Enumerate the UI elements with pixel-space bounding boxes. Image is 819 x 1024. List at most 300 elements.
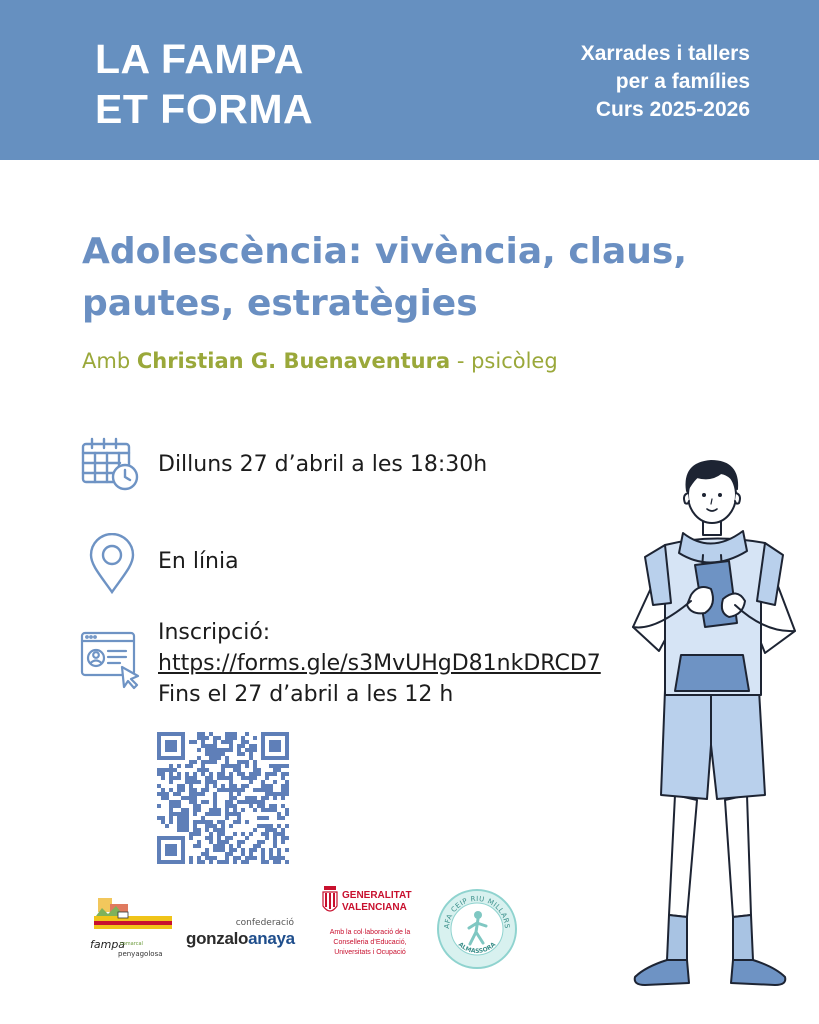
qr-module xyxy=(213,740,217,744)
qr-module xyxy=(157,848,161,852)
qr-module xyxy=(249,780,253,784)
qr-module xyxy=(169,820,173,824)
qr-module xyxy=(281,796,285,800)
qr-module xyxy=(197,856,201,860)
qr-module xyxy=(285,736,289,740)
qr-module xyxy=(277,816,281,820)
qr-module xyxy=(165,732,169,736)
event-date: Dilluns 27 d’abril a les 18:30h xyxy=(158,452,488,477)
qr-module xyxy=(189,776,193,780)
gonzalo-word: gonzalo xyxy=(186,929,249,948)
qr-module xyxy=(265,784,269,788)
qr-module xyxy=(173,732,177,736)
qr-module xyxy=(217,752,221,756)
qr-module xyxy=(169,776,173,780)
qr-module xyxy=(157,736,161,740)
afa-top-text: AFA CEIP RIU MILLARS xyxy=(442,894,512,930)
qr-module xyxy=(277,792,281,796)
qr-module xyxy=(261,824,265,828)
qr-module xyxy=(161,836,165,840)
qr-module xyxy=(237,768,241,772)
qr-module xyxy=(209,832,213,836)
header-banner xyxy=(0,0,819,160)
qr-module xyxy=(229,780,233,784)
qr-module xyxy=(237,856,241,860)
qr-module xyxy=(229,772,233,776)
qr-module xyxy=(273,772,277,776)
qr-module xyxy=(209,808,213,812)
teen-illustration xyxy=(625,455,805,995)
qr-module xyxy=(261,748,265,752)
qr-module xyxy=(213,744,217,748)
qr-module xyxy=(197,756,201,760)
qr-module xyxy=(217,788,221,792)
qr-module xyxy=(217,820,221,824)
qr-module xyxy=(165,836,169,840)
qr-module xyxy=(213,804,217,808)
qr-module xyxy=(193,740,197,744)
qr-module xyxy=(181,824,185,828)
qr-module xyxy=(261,796,265,800)
qr-module xyxy=(241,784,245,788)
qr-module xyxy=(261,832,265,836)
qr-module xyxy=(245,740,249,744)
gonzalo-top: confederació xyxy=(235,918,294,928)
qr-module xyxy=(165,792,169,796)
qr-module xyxy=(189,784,193,788)
qr-module xyxy=(249,852,253,856)
speaker-name: Christian G. Buenaventura xyxy=(136,349,451,373)
qr-module xyxy=(177,776,181,780)
qr-module xyxy=(273,856,277,860)
qr-module xyxy=(205,788,209,792)
gv-collab-1: Amb la col·laboració de la xyxy=(329,929,411,936)
qr-module xyxy=(201,760,205,764)
qr-module xyxy=(157,732,161,736)
qr-module xyxy=(189,740,193,744)
qr-module xyxy=(257,840,261,844)
qr-module xyxy=(197,804,201,808)
qr-module xyxy=(269,852,273,856)
qr-module xyxy=(193,824,197,828)
qr-module xyxy=(173,860,177,864)
qr-module xyxy=(217,772,221,776)
speaker-role: - psicòleg xyxy=(450,349,558,373)
qr-module xyxy=(209,748,213,752)
qr-module xyxy=(269,756,273,760)
qr-module xyxy=(185,796,189,800)
qr-module xyxy=(229,748,233,752)
brand-title xyxy=(95,34,313,134)
qr-module xyxy=(205,760,209,764)
qr-module xyxy=(181,740,185,744)
qr-module xyxy=(237,764,241,768)
qr-module xyxy=(161,756,165,760)
qr-module xyxy=(265,732,269,736)
tagline-line-3: Curs 2025-2026 xyxy=(595,98,750,121)
qr-module xyxy=(173,748,177,752)
qr-module xyxy=(273,792,277,796)
qr-module xyxy=(173,776,177,780)
qr-module xyxy=(165,824,169,828)
qr-module xyxy=(181,736,185,740)
qr-module xyxy=(205,752,209,756)
qr-module xyxy=(185,812,189,816)
qr-module xyxy=(169,816,173,820)
qr-module xyxy=(253,772,257,776)
qr-module xyxy=(157,844,161,848)
qr-module xyxy=(205,812,209,816)
qr-module xyxy=(269,732,273,736)
qr-module xyxy=(217,848,221,852)
qr-module xyxy=(285,732,289,736)
qr-module xyxy=(245,856,249,860)
qr-module xyxy=(257,800,261,804)
qr-module xyxy=(261,804,265,808)
qr-module xyxy=(185,780,189,784)
qr-module xyxy=(213,784,217,788)
qr-module xyxy=(177,860,181,864)
qr-module xyxy=(225,840,229,844)
qr-module xyxy=(281,788,285,792)
qr-module xyxy=(201,772,205,776)
qr-module xyxy=(229,732,233,736)
qr-module xyxy=(269,856,273,860)
qr-module xyxy=(277,812,281,816)
gv-line-2: VALENCIANA xyxy=(342,902,407,913)
qr-module xyxy=(185,772,189,776)
qr-module xyxy=(213,760,217,764)
qr-module xyxy=(161,792,165,796)
qr-module xyxy=(249,776,253,780)
qr-module xyxy=(169,764,173,768)
qr-module xyxy=(229,800,233,804)
qr-module xyxy=(225,732,229,736)
qr-module xyxy=(201,800,205,804)
qr-module xyxy=(217,756,221,760)
qr-module xyxy=(273,828,277,832)
qr-module xyxy=(169,732,173,736)
qr-module xyxy=(169,788,173,792)
qr-module xyxy=(213,824,217,828)
qr-module xyxy=(169,800,173,804)
qr-module xyxy=(253,796,257,800)
qr-module xyxy=(161,860,165,864)
qr-module xyxy=(261,800,265,804)
qr-module xyxy=(157,792,161,796)
qr-module xyxy=(241,832,245,836)
qr-module xyxy=(213,800,217,804)
qr-module xyxy=(277,732,281,736)
qr-module xyxy=(253,808,257,812)
qr-module xyxy=(245,732,249,736)
qr-module xyxy=(253,760,257,764)
qr-module xyxy=(233,736,237,740)
qr-module xyxy=(205,780,209,784)
qr-module xyxy=(257,824,261,828)
qr-module xyxy=(193,812,197,816)
qr-module xyxy=(161,732,165,736)
qr-module xyxy=(181,836,185,840)
qr-module xyxy=(277,860,281,864)
qr-module xyxy=(213,812,217,816)
qr-module xyxy=(273,748,277,752)
qr-module xyxy=(273,780,277,784)
fampa-tiny: comarcal xyxy=(120,941,143,947)
qr-module xyxy=(237,840,241,844)
qr-module xyxy=(261,840,265,844)
qr-module xyxy=(213,796,217,800)
qr-module xyxy=(221,740,225,744)
qr-module xyxy=(181,820,185,824)
qr-module xyxy=(201,768,205,772)
qr-module xyxy=(225,856,229,860)
qr-module xyxy=(193,804,197,808)
qr-module xyxy=(225,756,229,760)
qr-module xyxy=(249,756,253,760)
qr-module xyxy=(161,772,165,776)
qr-module xyxy=(177,820,181,824)
qr-module xyxy=(189,836,193,840)
qr-module xyxy=(281,832,285,836)
qr-module xyxy=(205,824,209,828)
qr-module xyxy=(261,780,265,784)
qr-module xyxy=(165,748,169,752)
qr-module xyxy=(173,768,177,772)
qr-module xyxy=(233,820,237,824)
qr-module xyxy=(245,764,249,768)
qr-module xyxy=(281,764,285,768)
qr-module xyxy=(261,848,265,852)
qr-module xyxy=(161,816,165,820)
qr-module xyxy=(209,776,213,780)
qr-module xyxy=(245,776,249,780)
qr-module xyxy=(281,784,285,788)
qr-module xyxy=(197,736,201,740)
qr-module xyxy=(237,752,241,756)
qr-module xyxy=(261,756,265,760)
qr-module xyxy=(273,756,277,760)
generalitat-logo xyxy=(320,884,420,968)
qr-module xyxy=(233,848,237,852)
qr-module xyxy=(233,856,237,860)
qr-module xyxy=(253,768,257,772)
qr-module xyxy=(193,780,197,784)
qr-module xyxy=(277,748,281,752)
qr-module xyxy=(197,844,201,848)
qr-module xyxy=(233,788,237,792)
qr-module xyxy=(229,836,233,840)
qr-module xyxy=(241,776,245,780)
qr-module xyxy=(265,816,269,820)
registration-label: Inscripció: xyxy=(158,620,271,645)
qr-module xyxy=(261,740,265,744)
qr-module xyxy=(157,784,161,788)
qr-module xyxy=(181,784,185,788)
qr-module xyxy=(241,848,245,852)
qr-module xyxy=(201,820,205,824)
qr-module xyxy=(277,740,281,744)
gonzalo-anaya-logo xyxy=(186,918,310,958)
qr-module xyxy=(237,812,241,816)
qr-module xyxy=(181,828,185,832)
qr-module xyxy=(225,860,229,864)
qr-module xyxy=(201,736,205,740)
qr-module xyxy=(249,748,253,752)
qr-module xyxy=(261,752,265,756)
qr-module xyxy=(189,792,193,796)
qr-module xyxy=(181,856,185,860)
qr-module xyxy=(265,808,269,812)
qr-module xyxy=(241,736,245,740)
qr-module xyxy=(253,848,257,852)
qr-module xyxy=(197,860,201,864)
qr-module xyxy=(173,812,177,816)
qr-module xyxy=(209,860,213,864)
qr-module xyxy=(277,852,281,856)
qr-module xyxy=(237,816,241,820)
qr-module xyxy=(285,792,289,796)
qr-module xyxy=(157,740,161,744)
qr-module xyxy=(277,824,281,828)
qr-module xyxy=(241,752,245,756)
qr-module xyxy=(253,828,257,832)
qr-module xyxy=(273,740,277,744)
qr-module xyxy=(281,804,285,808)
fampa-word: fampa xyxy=(90,938,126,951)
qr-module xyxy=(157,768,161,772)
qr-module xyxy=(213,736,217,740)
qr-module xyxy=(285,752,289,756)
qr-module xyxy=(161,768,165,772)
qr-module xyxy=(237,744,241,748)
qr-module xyxy=(273,744,277,748)
qr-module xyxy=(233,768,237,772)
qr-module xyxy=(189,832,193,836)
qr-module xyxy=(201,860,205,864)
qr-module xyxy=(173,740,177,744)
qr-module xyxy=(213,780,217,784)
qr-module xyxy=(265,792,269,796)
qr-module xyxy=(285,772,289,776)
qr-module xyxy=(169,844,173,848)
qr-module xyxy=(213,844,217,848)
qr-module xyxy=(229,740,233,744)
qr-module xyxy=(261,732,265,736)
qr-module xyxy=(165,756,169,760)
qr-module xyxy=(245,760,249,764)
qr-module xyxy=(281,792,285,796)
tagline-line-1: Xarrades i tallers xyxy=(580,42,750,65)
qr-module xyxy=(253,744,257,748)
qr-module xyxy=(229,776,233,780)
qr-module xyxy=(181,860,185,864)
qr-module xyxy=(217,860,221,864)
qr-module xyxy=(189,788,193,792)
qr-module xyxy=(197,732,201,736)
qr-module xyxy=(221,844,225,848)
qr-module xyxy=(269,788,273,792)
registration-link[interactable]: https://forms.gle/s3MvUHgD81nkDRCD7 xyxy=(158,651,601,676)
qr-module xyxy=(221,748,225,752)
qr-module xyxy=(277,744,281,748)
qr-module xyxy=(205,820,209,824)
qr-module xyxy=(261,736,265,740)
qr-module xyxy=(217,736,221,740)
qr-module xyxy=(265,836,269,840)
qr-module xyxy=(193,844,197,848)
qr-module xyxy=(229,764,233,768)
qr-module xyxy=(273,732,277,736)
qr-module xyxy=(225,736,229,740)
qr-module xyxy=(225,800,229,804)
event-place: En línia xyxy=(158,549,239,574)
qr-module xyxy=(277,764,281,768)
qr-module xyxy=(209,856,213,860)
qr-code[interactable] xyxy=(157,732,289,864)
qr-module xyxy=(269,824,273,828)
qr-module xyxy=(201,792,205,796)
qr-module xyxy=(229,852,233,856)
qr-module xyxy=(165,796,169,800)
qr-module xyxy=(177,804,181,808)
tagline-line-2: per a famílies xyxy=(615,70,750,93)
qr-module xyxy=(169,804,173,808)
qr-module xyxy=(249,772,253,776)
qr-module xyxy=(273,764,277,768)
qr-module xyxy=(209,812,213,816)
qr-module xyxy=(177,756,181,760)
qr-module xyxy=(269,772,273,776)
qr-module xyxy=(213,748,217,752)
qr-module xyxy=(253,856,257,860)
qr-module xyxy=(177,800,181,804)
qr-module xyxy=(233,812,237,816)
qr-module xyxy=(193,776,197,780)
qr-module xyxy=(237,760,241,764)
qr-module xyxy=(173,744,177,748)
qr-module xyxy=(217,748,221,752)
qr-module xyxy=(185,824,189,828)
qr-module xyxy=(217,828,221,832)
qr-module xyxy=(157,860,161,864)
qr-module xyxy=(181,796,185,800)
qr-module xyxy=(273,836,277,840)
qr-module xyxy=(225,748,229,752)
qr-module xyxy=(169,836,173,840)
qr-module xyxy=(241,740,245,744)
qr-module xyxy=(245,836,249,840)
qr-module xyxy=(225,816,229,820)
gv-line-1: GENERALITAT xyxy=(342,890,412,901)
qr-module xyxy=(181,840,185,844)
gv-collab-3: Universitats i Ocupació xyxy=(334,949,406,956)
qr-module xyxy=(161,776,165,780)
qr-module xyxy=(285,740,289,744)
qr-module xyxy=(221,848,225,852)
qr-module xyxy=(173,756,177,760)
qr-module xyxy=(193,828,197,832)
qr-module xyxy=(221,824,225,828)
qr-module xyxy=(173,804,177,808)
qr-module xyxy=(253,776,257,780)
qr-module xyxy=(177,824,181,828)
qr-module xyxy=(181,744,185,748)
qr-module xyxy=(181,852,185,856)
qr-module xyxy=(245,860,249,864)
qr-module xyxy=(189,800,193,804)
qr-module xyxy=(197,832,201,836)
